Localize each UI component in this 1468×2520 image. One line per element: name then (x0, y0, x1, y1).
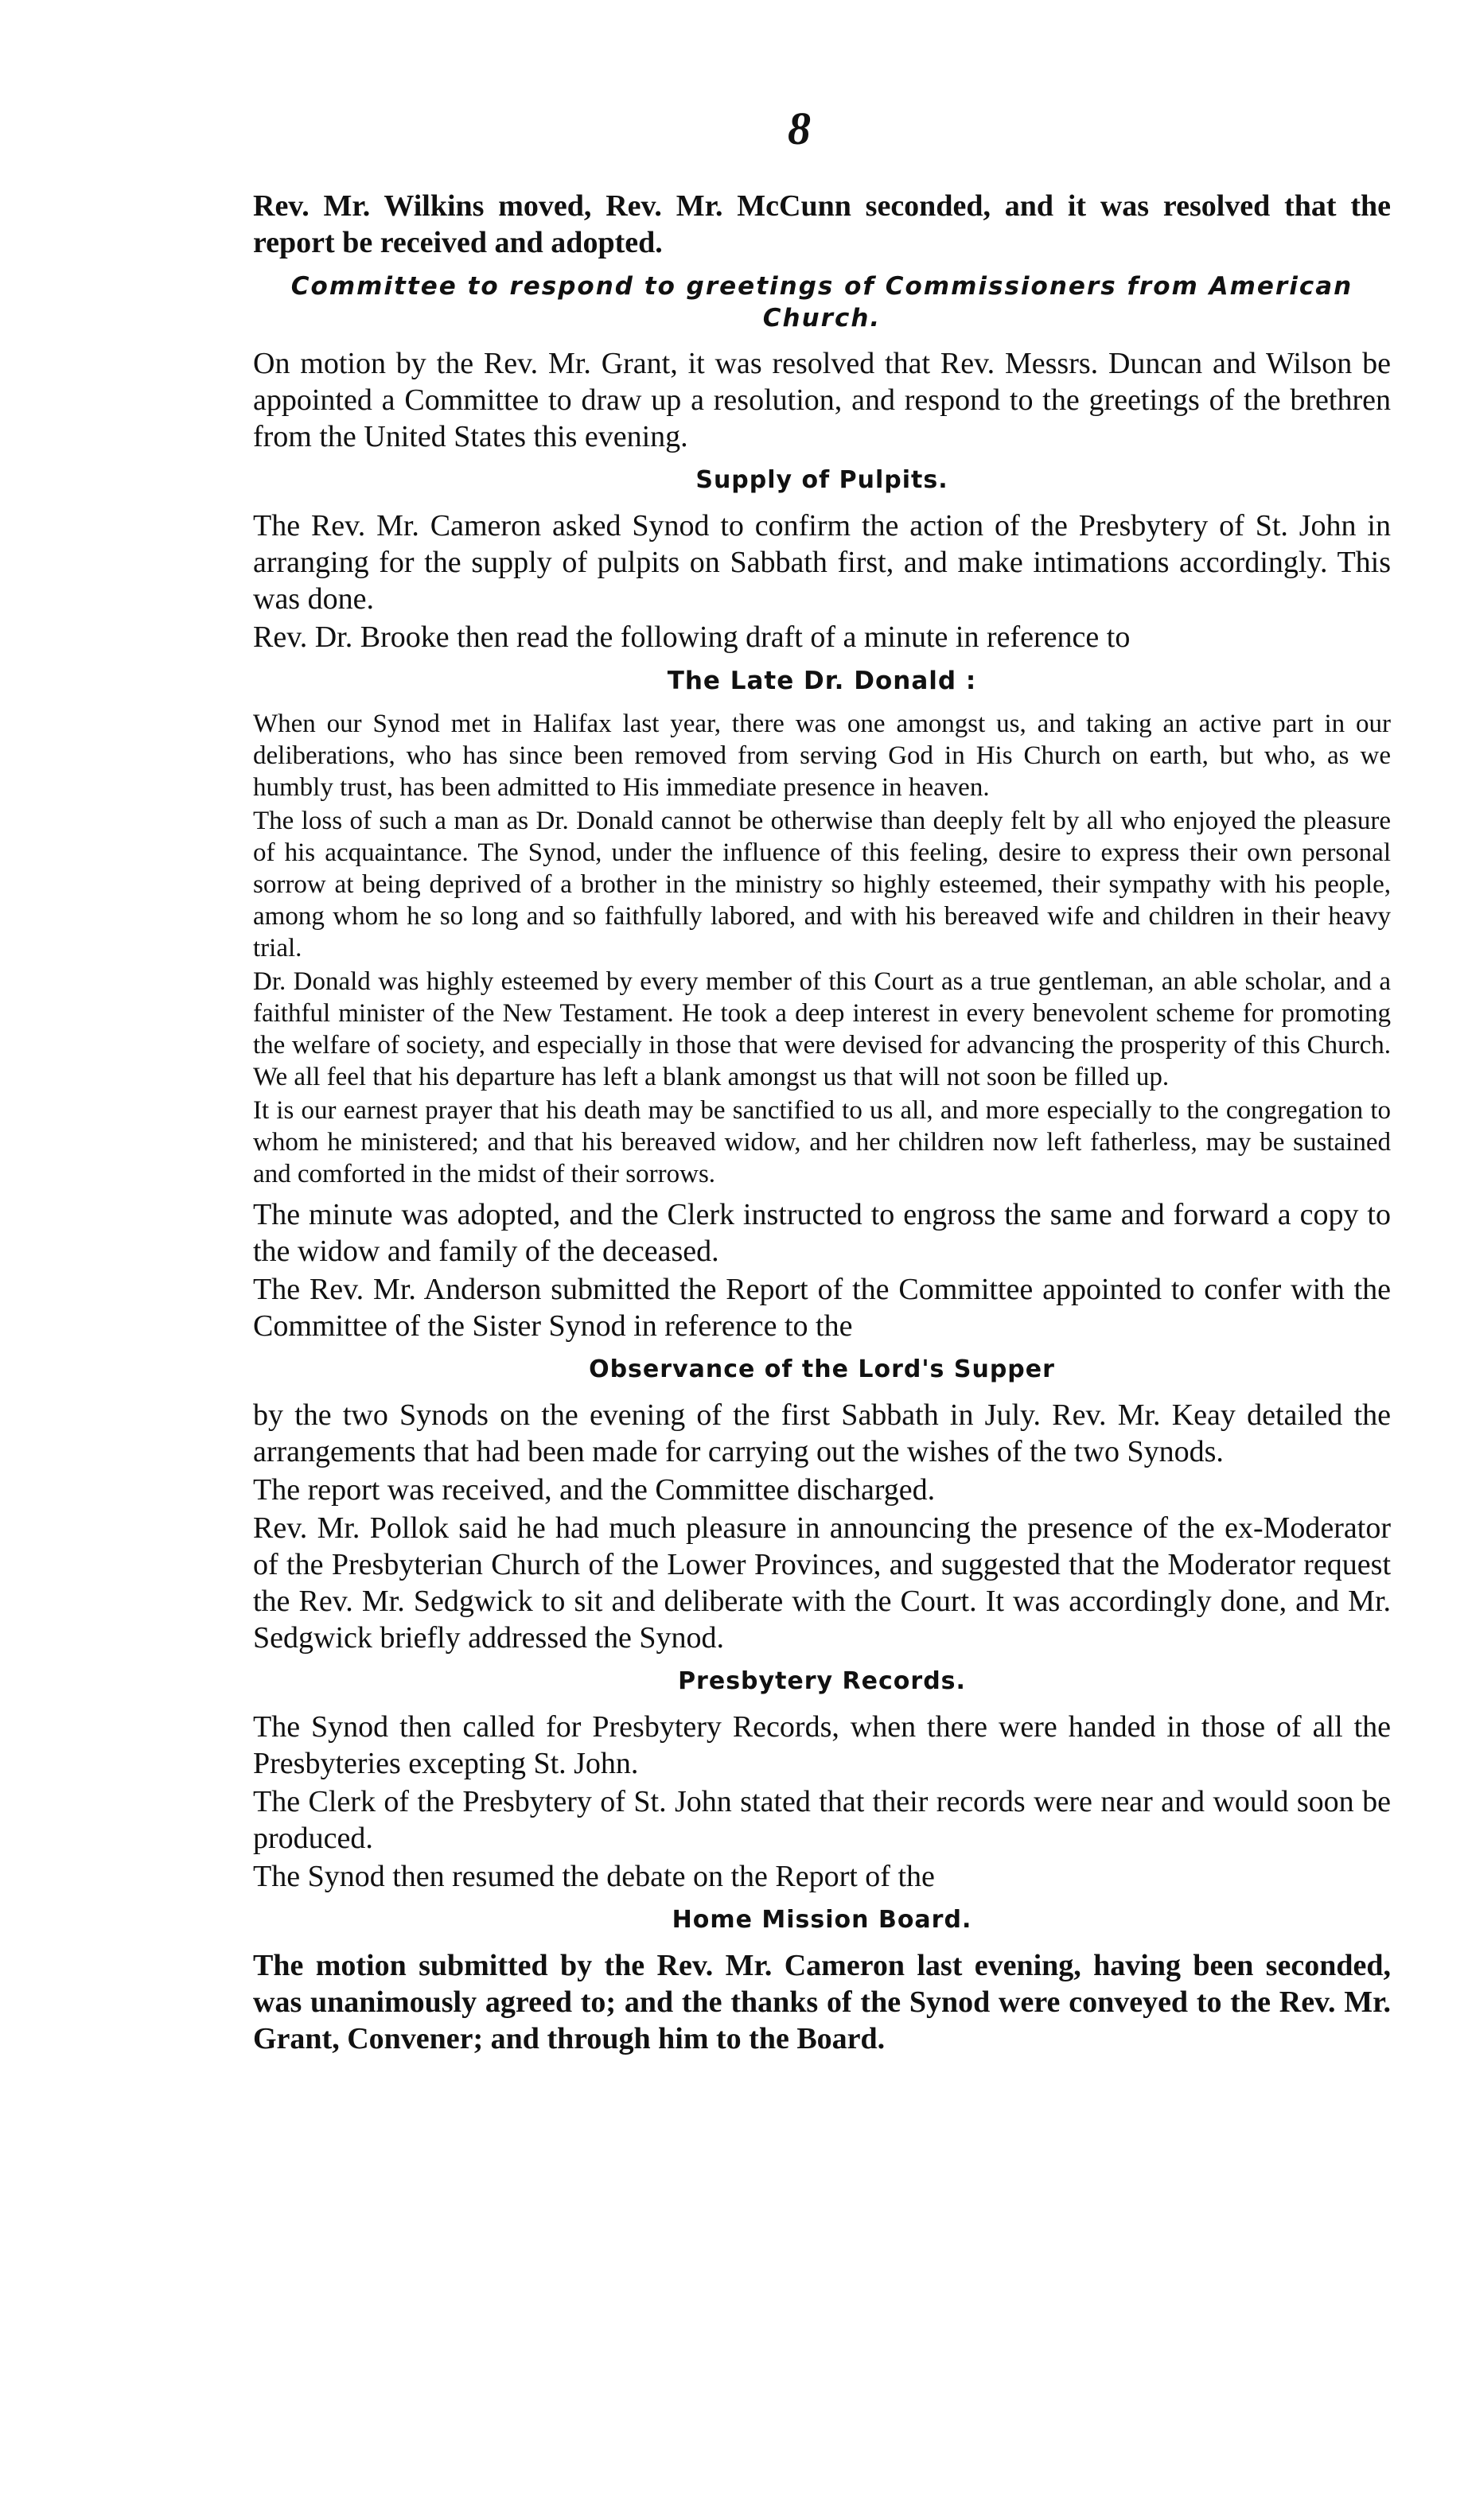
paragraph-minute-prayer: It is our earnest prayer that his death may be sanctified to us all, and more especially to the congregation to whom he ministered; and that his bereaved widow, and her children now left fatherless, may be sustained and comforted in the midst of their sorrows. (253, 1096, 1391, 1188)
paragraph-report-received: The report was received, and the Committee discharged. (253, 1473, 936, 1507)
paragraph-cameron-request: The Rev. Mr. Cameron asked Synod to confirm the action of the Presbytery of St. John in arranging for the supply of pulpits on Sabbath first, and make intimations accordingly. This was done. (253, 509, 1391, 616)
heading-late-dr-donald: The Late Dr. Donald : (667, 667, 977, 695)
heading-presbytery-records: Presbytery Records. (678, 1667, 966, 1695)
paragraph-minute-adopted: The minute was adopted, and the Clerk instructed to engross the same and forward a copy to the widow and family of the deceased. (253, 1198, 1391, 1268)
paragraph-wilkins-motion: Rev. Mr. Wilkins moved, Rev. Mr. McCunn seconded, and it was resolved that the report be received and adopted. (253, 189, 1391, 259)
paragraph-brooke-draft: Rev. Dr. Brooke then read the following draft of a minute in reference to (253, 620, 1131, 654)
paragraph-minute-halifax: When our Synod met in Halifax last year, there was one amongst us, and taking an active part in our deliberations, who has since been removed from serving God in His Church on earth, but who, as we humbly trust, has been admitted to His immediate presence in heaven. (253, 710, 1391, 802)
paragraph-grant-motion: On motion by the Rev. Mr. Grant, it was resolved that Rev. Messrs. Duncan and Wilson be appointed a Committee to draw up a resolution, and respond to the greetings of the brethren from the United States this evening. (253, 347, 1391, 453)
paragraph-records-called: The Synod then called for Presbytery Records, when there were handed in those of all the Presbyteries excepting St. John. (253, 1710, 1391, 1780)
heading-home-mission-board: Home Mission Board. (672, 1906, 972, 1934)
paragraph-st-john-clerk: The Clerk of the Presbytery of St. John stated that their records were near and would soon be produced. (253, 1785, 1391, 1855)
paragraph-two-synods: by the two Synods on the evening of the first Sabbath in July. Rev. Mr. Keay detailed the arrangements that had been made for carrying out the wishes of the two Synods. (253, 1398, 1391, 1468)
page-body (253, 188, 1391, 2059)
paragraph-debate-resumed: The Synod then resumed the debate on the Report of the (253, 1860, 935, 1893)
page-number: 8 (788, 103, 811, 154)
heading-supply-of-pulpits: Supply of Pulpits. (695, 466, 948, 494)
heading-committee-greetings: Committee to respond to greetings of Commissioners from American Church. (290, 272, 1353, 332)
heading-lords-supper: Observance of the Lord's Supper (589, 1355, 1055, 1383)
paragraph-cameron-motion: The motion submitted by the Rev. Mr. Cameron last evening, having been seconded, was unanimously agreed to; and the thanks of the Synod were conveyed to the Rev. Mr. Grant, Convener; and through him to the Board. (253, 1949, 1391, 2055)
paragraph-pollok-announcement: Rev. Mr. Pollok said he had much pleasure in announcing the presence of the ex-Moderator of the Presbyterian Church of the Lower Provinces, and suggested that the Moderator request the Rev. Mr. Sedgwick to sit and deliberate with the Court. It was accordingly done, and Mr. Sedgwick briefly addressed the Synod. (253, 1511, 1391, 1655)
paragraph-minute-esteem: Dr. Donald was highly esteemed by every member of this Court as a true gentleman, an able scholar, and a faithful minister of the New Testament. He took a deep interest in every benevolent scheme for promoting the welfare of society, and especially in those that were devised for advancing the prosperity of this Church. We all feel that his departure has left a blank amongst us that will not soon be filled up. (253, 967, 1391, 1091)
paragraph-anderson-report: The Rev. Mr. Anderson submitted the Report of the Committee appointed to confer with the Committee of the Sister Synod in reference to the (253, 1273, 1391, 1343)
paragraph-minute-loss: The loss of such a man as Dr. Donald cannot be otherwise than deeply felt by all who enjoyed the pleasure of his acquaintance. The Synod, under the influence of this feeling, desire to express their own personal sorrow at being deprived of a brother in the ministry so highly esteemed, their sympathy with his people, among whom he so long and so faithfully labored, and with his bereaved wife and children in their heavy trial. (253, 807, 1391, 962)
